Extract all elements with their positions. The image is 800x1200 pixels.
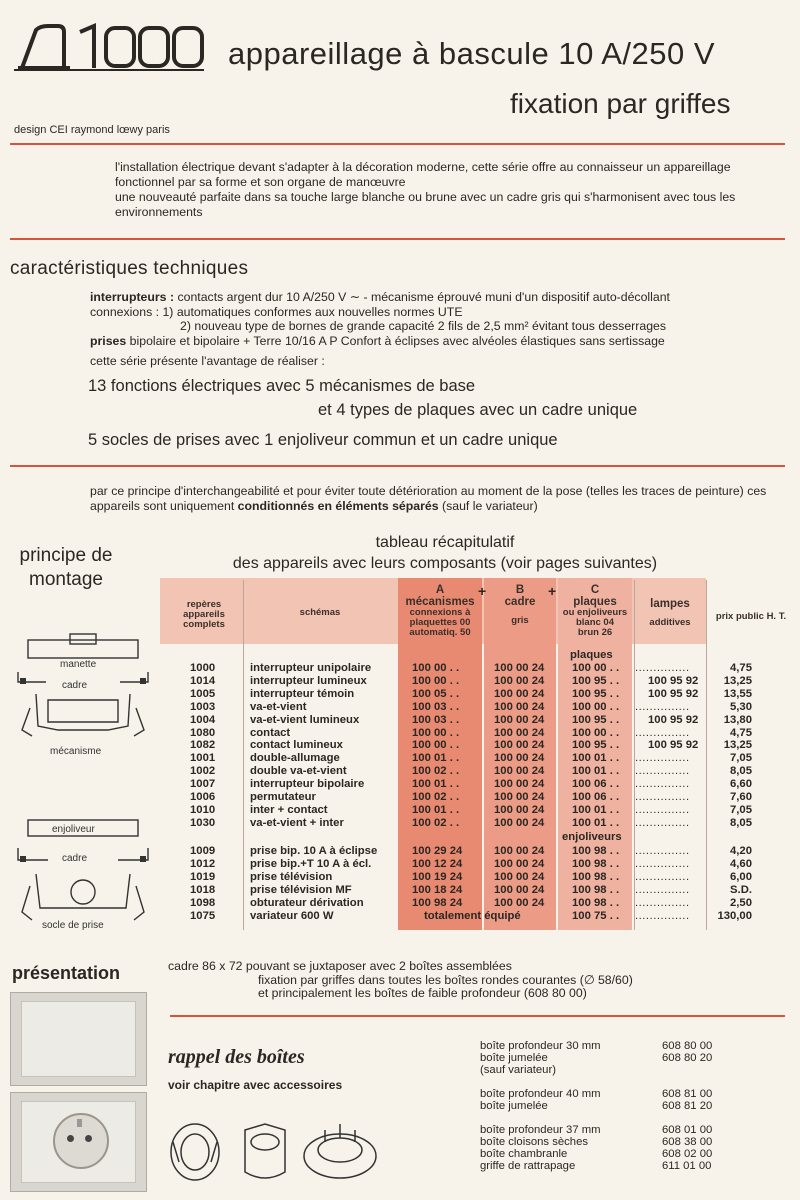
header-lampes — [636, 598, 704, 628]
cell-ref: 1012 — [190, 857, 216, 870]
avantage-text: cette série présente l'avantage de réaliser : — [90, 354, 325, 368]
box-label: boîte chambranle — [480, 1148, 568, 1160]
cell-lampe-dots: ............... — [635, 816, 690, 829]
cell-c: 100 06 . . — [572, 778, 620, 791]
section-heading-caracteristiques: caractéristiques techniques — [10, 258, 249, 279]
cell-lampe: 100 95 92 — [648, 687, 699, 700]
cell-c: 100 98 . . — [572, 896, 620, 909]
cell-prix: 5,30 — [730, 700, 752, 713]
cell-schema: permutateur — [250, 791, 316, 803]
cell-b: 100 00 24 — [494, 752, 545, 765]
cell-b: 100 00 24 — [494, 687, 545, 700]
header-cadre — [486, 583, 557, 626]
connexions-label: connexions : — [90, 304, 160, 319]
header-b-letter: B — [515, 584, 525, 596]
intro-paragraph: une nouveauté parfaite dans sa touche large blanche ou brune avec un cadre gris qui s'harmonisent avec tous les environnements — [115, 190, 736, 219]
voir-text: voir chapitre avec accessoires — [168, 1078, 343, 1092]
cell-a: 100 03 . . — [412, 713, 460, 726]
header-lampes-sub: additives — [649, 617, 691, 628]
cell-prix: 7,05 — [730, 752, 752, 765]
highlight-line: 13 fonctions électriques avec 5 mécanismes de base — [88, 377, 476, 395]
cell-lampe: 100 95 92 — [648, 713, 699, 726]
cell-lampe-dots: ............... — [635, 870, 690, 883]
box-label: boîte profondeur 40 mm — [480, 1088, 601, 1100]
cell-prix: 7,60 — [730, 791, 752, 803]
cell-ref: 1005 — [190, 687, 216, 700]
cell-b: 100 00 24 — [494, 700, 545, 713]
box-code: 608 02 00 — [662, 1148, 713, 1160]
cell-lampe-dots: ............... — [635, 883, 690, 896]
cell-ref: 1001 — [190, 752, 216, 765]
cell-b: 100 00 24 — [494, 739, 545, 752]
cell-a: 100 01 . . — [412, 803, 460, 816]
cell-ref: 1080 — [190, 726, 216, 739]
box-label: boîte jumelée — [480, 1052, 548, 1064]
cell-a: 100 00 . . — [412, 726, 460, 739]
cell-prix: 8,05 — [730, 816, 752, 829]
divider — [10, 143, 785, 145]
cond-bold: conditionnés en éléments séparés — [237, 498, 439, 513]
cell-b: 100 00 24 — [494, 791, 545, 803]
cell-a: 100 19 24 — [412, 870, 463, 883]
presentation-text — [168, 960, 633, 1001]
cell-schema: prise bip.+T 10 A à écl. — [250, 857, 372, 870]
prises-text: bipolaire et bipolaire + Terre 10/16 A P Confort à éclipses avec alvéoles élastiques sans sertissage — [129, 333, 665, 348]
a1000-logo — [14, 22, 204, 72]
intro-paragraph: l'installation électrique devant s'adapter à la décoration moderne, cette série offre au connaisseur un appareillage fonctionnel par sa forme et son organe de manœuvre — [115, 160, 731, 189]
header-lampes-label: lampes — [650, 598, 690, 610]
cell-ref: 1009 — [190, 845, 216, 857]
cell-b: 100 00 24 — [494, 662, 545, 674]
cell-c: 100 98 . . — [572, 845, 620, 857]
cell-c: 100 01 . . — [572, 765, 620, 778]
cell-ref: 1018 — [190, 883, 216, 896]
cell-ref: 1007 — [190, 778, 216, 791]
header-reperes: repères appareils complets — [183, 599, 225, 630]
label-mecanisme: mécanisme — [50, 746, 102, 757]
cell-schema: va-et-vient lumineux — [250, 713, 360, 726]
cell-c: 100 95 . . — [572, 674, 620, 687]
header-a-label: mécanismes — [405, 596, 475, 608]
cell-ref: 1075 — [190, 910, 216, 922]
cell-prix: 7,05 — [730, 803, 752, 816]
header-a-letter: A — [435, 584, 445, 596]
cell-ref: 1003 — [190, 700, 216, 713]
cell-a: 100 18 24 — [412, 883, 463, 896]
cell-prix: S.D. — [730, 883, 752, 896]
cell-lampe-dots: ............... — [635, 791, 690, 803]
cell-ref: 1014 — [190, 674, 216, 687]
cell-schema: va-et-vient — [250, 700, 307, 713]
header-b-sub: gris — [511, 615, 529, 626]
intro-text — [115, 160, 787, 220]
box-label: griffe de rattrapage — [480, 1160, 576, 1172]
connexions-2: 2) nouveau type de bornes de grande capacité 2 fils de 2,5 mm² évitant tous desserrages — [180, 319, 667, 333]
cell-schema: double va-et-vient — [250, 765, 347, 778]
cell-prix: 13,25 — [723, 674, 752, 687]
divider — [10, 465, 785, 467]
cell-schema: prise télévision — [250, 870, 333, 883]
tech-specs — [90, 290, 790, 369]
cell-b: 100 00 24 — [494, 803, 545, 816]
divider — [10, 238, 785, 240]
cell-lampe-dots: ............... — [635, 857, 690, 870]
cell-schema: contact — [250, 726, 291, 739]
header-c-sub: blanc 04 — [575, 617, 615, 628]
cell-prix: 4,60 — [730, 857, 752, 870]
page-title: appareillage à bascule 10 A/250 V — [228, 36, 716, 71]
label-socle-de-prise: socle de prise — [42, 920, 104, 931]
cell-lampe: 100 95 92 — [648, 739, 699, 752]
cell-b: 100 00 24 — [494, 845, 545, 857]
subheader-plaques: plaques — [570, 649, 613, 661]
cell-prix: 13,55 — [723, 687, 752, 700]
presentation-line: fixation par griffes dans toutes les boîtes rondes courantes (∅ 58/60) — [258, 972, 633, 987]
cell-c: 100 95 . . — [572, 713, 620, 726]
cell-prix: 130,00 — [717, 910, 752, 922]
presentation-line: cadre 86 x 72 pouvant se juxtaposer avec 2 boîtes assemblées — [168, 959, 512, 973]
section-heading-presentation: présentation — [12, 963, 121, 983]
connexions-1: 1) automatiques conformes aux nouvelles normes UTE — [162, 304, 463, 319]
cell-ref: 1002 — [190, 765, 216, 778]
header-c-sub: ou enjoliveurs — [562, 607, 628, 618]
cell-lampe-dots: ............... — [635, 778, 690, 791]
cell-c: 100 95 . . — [572, 687, 620, 700]
cell-ref: 1006 — [190, 791, 216, 803]
cell-b: 100 00 24 — [494, 713, 545, 726]
plus-sign: + — [548, 583, 557, 599]
switch-photo — [10, 992, 147, 1086]
header-b-label: cadre — [504, 596, 536, 608]
cell-b: 100 00 24 — [494, 883, 545, 896]
box-code: 608 80 00 — [662, 1040, 713, 1052]
conditionnement-text — [90, 484, 790, 513]
cell-c: 100 01 . . — [572, 752, 620, 765]
cell-lampe-dots: ............... — [635, 726, 690, 739]
rappel-heading: rappel des boîtes — [168, 1046, 305, 1068]
box-code: 608 80 20 — [662, 1052, 713, 1064]
cell-prix: 13,80 — [723, 713, 752, 726]
cell-lampe-dots: ............... — [635, 803, 690, 816]
cell-ref: 1082 — [190, 739, 216, 752]
cell-schema: interrupteur témoin — [250, 687, 355, 700]
cell-lampe-dots: ............... — [635, 765, 690, 778]
cell-lampe-dots: ............... — [635, 752, 690, 765]
cell-ref: 1030 — [190, 816, 216, 829]
cell-a: 100 01 . . — [412, 752, 460, 765]
cell-c: 100 00 . . — [572, 662, 620, 674]
cell-a: 100 12 24 — [412, 857, 463, 870]
cell-c: 100 98 . . — [572, 883, 620, 896]
cond-text: par ce principe d'interchangeabilité et pour éviter toute détérioration au moment de la pose (telles les traces de peinture) ces appareils sont uniquement — [90, 484, 767, 513]
cell-schema: inter + contact — [250, 803, 328, 816]
cell-c: 100 75 . . — [572, 910, 620, 922]
box-label: boîte cloisons sèches — [480, 1136, 589, 1148]
cell-schema: double-allumage — [250, 752, 340, 765]
cell-prix: 2,50 — [730, 896, 752, 909]
cell-schema: interrupteur unipolaire — [250, 662, 372, 674]
section-heading-montage: principe de montage — [19, 545, 113, 590]
box-code: 611 01 00 — [662, 1160, 712, 1172]
cell-a: 100 02 . . — [412, 765, 460, 778]
box-code: 608 01 00 — [662, 1124, 713, 1136]
cell-a: 100 02 . . — [412, 791, 460, 803]
box-label: boîte profondeur 37 mm — [480, 1124, 601, 1136]
cell-b: 100 00 24 — [494, 870, 545, 883]
cell-total: totalement équipé — [424, 910, 521, 922]
header-c-letter: C — [590, 584, 600, 596]
cell-a: 100 00 . . — [412, 662, 460, 674]
header-mecanismes — [400, 584, 480, 638]
cell-b: 100 00 24 — [494, 896, 545, 909]
cell-schema: va-et-vient + inter — [250, 816, 344, 829]
header-schemas: schémas — [299, 607, 341, 618]
cell-prix: 4,75 — [730, 662, 752, 674]
cell-prix: 4,20 — [730, 845, 752, 857]
cell-c: 100 95 . . — [572, 739, 620, 752]
cell-prix: 6,60 — [730, 778, 752, 791]
box-code: 608 81 00 — [662, 1088, 713, 1100]
header-c-label: plaques — [573, 596, 617, 608]
cell-lampe-dots: ............... — [635, 662, 690, 674]
cell-schema: contact lumineux — [250, 739, 343, 752]
cell-ref: 1010 — [190, 803, 216, 816]
divider — [170, 1015, 785, 1017]
cell-prix: 13,25 — [723, 739, 752, 752]
cell-schema: prise télévision MF — [250, 883, 352, 896]
box-label: (sauf variateur) — [480, 1064, 556, 1076]
interrupteurs-text: contacts argent dur 10 A/250 V ∼ - mécanisme éprouvé muni d'un dispositif auto-décollant — [177, 290, 670, 304]
boxes-illustration — [165, 1112, 395, 1192]
cell-a: 100 98 24 — [412, 896, 463, 909]
cell-lampe-dots: ............... — [635, 700, 690, 713]
highlight-line: et 4 types de plaques avec un cadre unique — [318, 401, 638, 419]
page-subtitle: fixation par griffes — [510, 88, 731, 119]
cell-prix: 4,75 — [730, 726, 752, 739]
label-cadre: cadre — [62, 853, 88, 864]
interrupteurs-label: interrupteurs : — [90, 290, 175, 304]
cell-a: 100 29 24 — [412, 845, 463, 857]
cell-a: 100 00 . . — [412, 739, 460, 752]
socket-photo — [10, 1092, 147, 1192]
cell-prix: 8,05 — [730, 765, 752, 778]
cell-a: 100 03 . . — [412, 700, 460, 713]
cell-a: 100 05 . . — [412, 687, 460, 700]
cell-prix: 6,00 — [730, 870, 752, 883]
header-prix: prix public H. T. — [715, 611, 787, 622]
cell-c: 100 98 . . — [572, 870, 620, 883]
box-label: boîte jumelée — [480, 1100, 548, 1112]
header-a-sub: connexions à plaquettes 00 automatiq. 50 — [409, 607, 471, 638]
cell-schema: interrupteur bipolaire — [250, 778, 365, 791]
cell-b: 100 00 24 — [494, 674, 545, 687]
header-plaques — [558, 584, 632, 638]
label-enjoliveur: enjoliveur — [52, 824, 95, 835]
table-title-line1: tableau récapitulatif — [375, 534, 515, 551]
cell-c: 100 98 . . — [572, 857, 620, 870]
cell-a: 100 01 . . — [412, 778, 460, 791]
cell-b: 100 00 24 — [494, 778, 545, 791]
cell-ref: 1000 — [190, 662, 216, 674]
header-c-sub: brun 26 — [577, 627, 613, 638]
table-title — [185, 532, 705, 574]
cell-lampe: 100 95 92 — [648, 674, 699, 687]
cell-b: 100 00 24 — [494, 816, 545, 829]
cell-schema: variateur 600 W — [250, 910, 334, 922]
subheader-enjoliveurs: enjoliveurs — [562, 831, 622, 843]
box-code: 608 38 00 — [662, 1136, 713, 1148]
cell-c: 100 00 . . — [572, 700, 620, 713]
box-code: 608 81 20 — [662, 1100, 713, 1112]
table-title-line2: des appareils avec leurs composants (voir pages suivantes) — [232, 555, 658, 572]
cell-lampe-dots: ............... — [635, 910, 690, 922]
cell-schema: prise bip. 10 A à éclipse — [250, 845, 378, 857]
plus-sign: + — [478, 583, 487, 599]
cond-end: (sauf le variateur) — [442, 498, 538, 513]
cell-lampe-dots: ............... — [635, 845, 690, 857]
cell-b: 100 00 24 — [494, 726, 545, 739]
cell-schema: obturateur dérivation — [250, 896, 364, 909]
presentation-line: et principalement les boîtes de faible profondeur (608 80 00) — [258, 986, 587, 1000]
cell-c: 100 06 . . — [572, 791, 620, 803]
label-manette: manette — [60, 659, 97, 670]
cell-lampe-dots: ............... — [635, 896, 690, 909]
highlight-line: 5 socles de prises avec 1 enjoliveur commun et un cadre unique — [88, 431, 558, 449]
cell-schema: interrupteur lumineux — [250, 674, 367, 687]
cell-c: 100 01 . . — [572, 816, 620, 829]
cell-a: 100 00 . . — [412, 674, 460, 687]
cell-b: 100 00 24 — [494, 765, 545, 778]
cell-c: 100 01 . . — [572, 803, 620, 816]
cell-ref: 1004 — [190, 713, 216, 726]
cell-b: 100 00 24 — [494, 857, 545, 870]
cell-a: 100 02 . . — [412, 816, 460, 829]
box-label: boîte profondeur 30 mm — [480, 1040, 601, 1052]
cell-c: 100 00 . . — [572, 726, 620, 739]
cell-ref: 1019 — [190, 870, 216, 883]
label-cadre: cadre — [62, 680, 88, 691]
prises-label: prises — [90, 333, 127, 348]
cell-ref: 1098 — [190, 896, 216, 909]
design-credit: design CEI raymond lœwy paris — [14, 124, 170, 136]
